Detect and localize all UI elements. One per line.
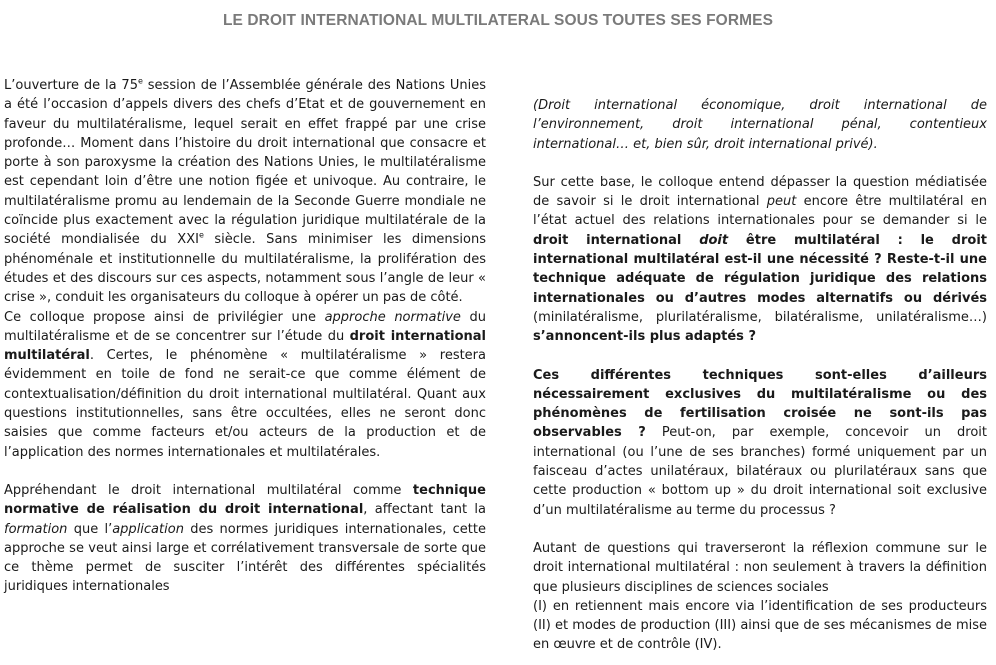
specialties-paragraph: (Droit international économique, droit international de l’environnement, droit international pénal, contentieux international… et, bien sûr, droit international privé). [533, 98, 987, 152]
right-column [533, 96, 987, 655]
intro-paragraph: L’ouverture de la 75e session de l’Assemblée générale des Nations Unies a été l’occasion d’appels divers des chefs d’Etat et de gouvernement en faveur du multilatéralisme, lequel serait en effet frappé par une crise profonde… Moment dans l’histoire du droit international que consacre et porte à son paroxysme la création des Nations Unies, le multilatéralisme est cependant loin d’être une notion figée et univoque. Au contraire, le multilatéralisme promu au lendemain de la Seconde Guerre mondiale ne coïncide plus exactement avec la régulation juridique multilatérale de la société mondialisée du XXIe siècle. Sans minimiser les dimensions phénoménale et institutionnelle du multilatéralisme, la prolifération des études et des discours sur ces aspects, notamment sous l’angle de leur « crise », conduit les organisateurs du colloque à opérer un pas de côté. [4, 76, 487, 306]
technique-paragraph: Appréhendant le droit international multilatéral comme technique normative de réalisation du droit international, affectant tant la formation que l’application des normes juridiques internationales, cette approche se veut ainsi large et corrélativement transversale de sorte que ce thème permet de susciter l’intérêt des différentes spécialités juridiques internationales [4, 482, 487, 595]
paragraph-spacer [533, 520, 987, 539]
cross-fertilisation-paragraph: Ces différentes techniques sont-elles d’ailleurs nécessairement exclusives du multilatéralisme ou des phénomènes de fertilisation croisée ne sont-ils pas observables ? Peut-on, par exemple, concevoir un droit international (ou l’une de ses branches) formé uniquement par un faisceau d’actes unilatéraux, bilatéraux ou plurilatéraux sans que cette production « bottom up » du droit international soit exclusive d’un multilatéralisme au terme du processus ? [533, 367, 987, 518]
conclusion-paragraph: Autant de questions qui traverseront la réflexion commune sur le droit international multilatéral : non seulement à travers la définition que plusieurs disciplines de sciences sociales (I) en retiennent mais encore via l’identification de ses producteurs (II) et modes de production (III) ainsi que de ses mécanismes de mise en œuvre et de contrôle (IV). [533, 540, 987, 653]
paragraph-spacer [533, 347, 987, 366]
normative-approach-paragraph: Ce colloque propose ainsi de privilégier une approche normative du multilatéralisme et de se concentrer sur l’étude du droit international multilatéral. Certes, le phénomène « multilatéralisme » restera évidemment en toile de fond ne serait-ce que comme élément de contextualisation/définition du droit international multilatéral. Quant aux questions institutionnelles, sans être occultées, elles ne seront donc saisies que comme facteurs et/ou acteurs de la production et de l’application des normes internationales et multilatérales. [4, 309, 486, 460]
paragraph-spacer [4, 462, 486, 481]
document-title: LE DROIT INTERNATIONAL MULTILATERAL SOUS TOUTES SES FORMES [222, 12, 774, 29]
paragraph-spacer [533, 154, 987, 173]
left-column [4, 76, 486, 597]
question-paragraph: Sur cette base, le colloque entend dépasser la question médiatisée de savoir si le droit international peut encore être multilatéral en l’état actuel des relations internationales pour se demander si le droit international doit être multilatéral : le droit international multilatéral est-il une nécessité ? Reste-t-il une technique adéquate de régulation juridique des relations internationales ou d’autres modes alternatifs ou dérivés (minilatéralisme, plurilatéralisme, bilatéralisme, unilatéralisme…) s’annoncent-ils plus adaptés ? [533, 174, 987, 345]
